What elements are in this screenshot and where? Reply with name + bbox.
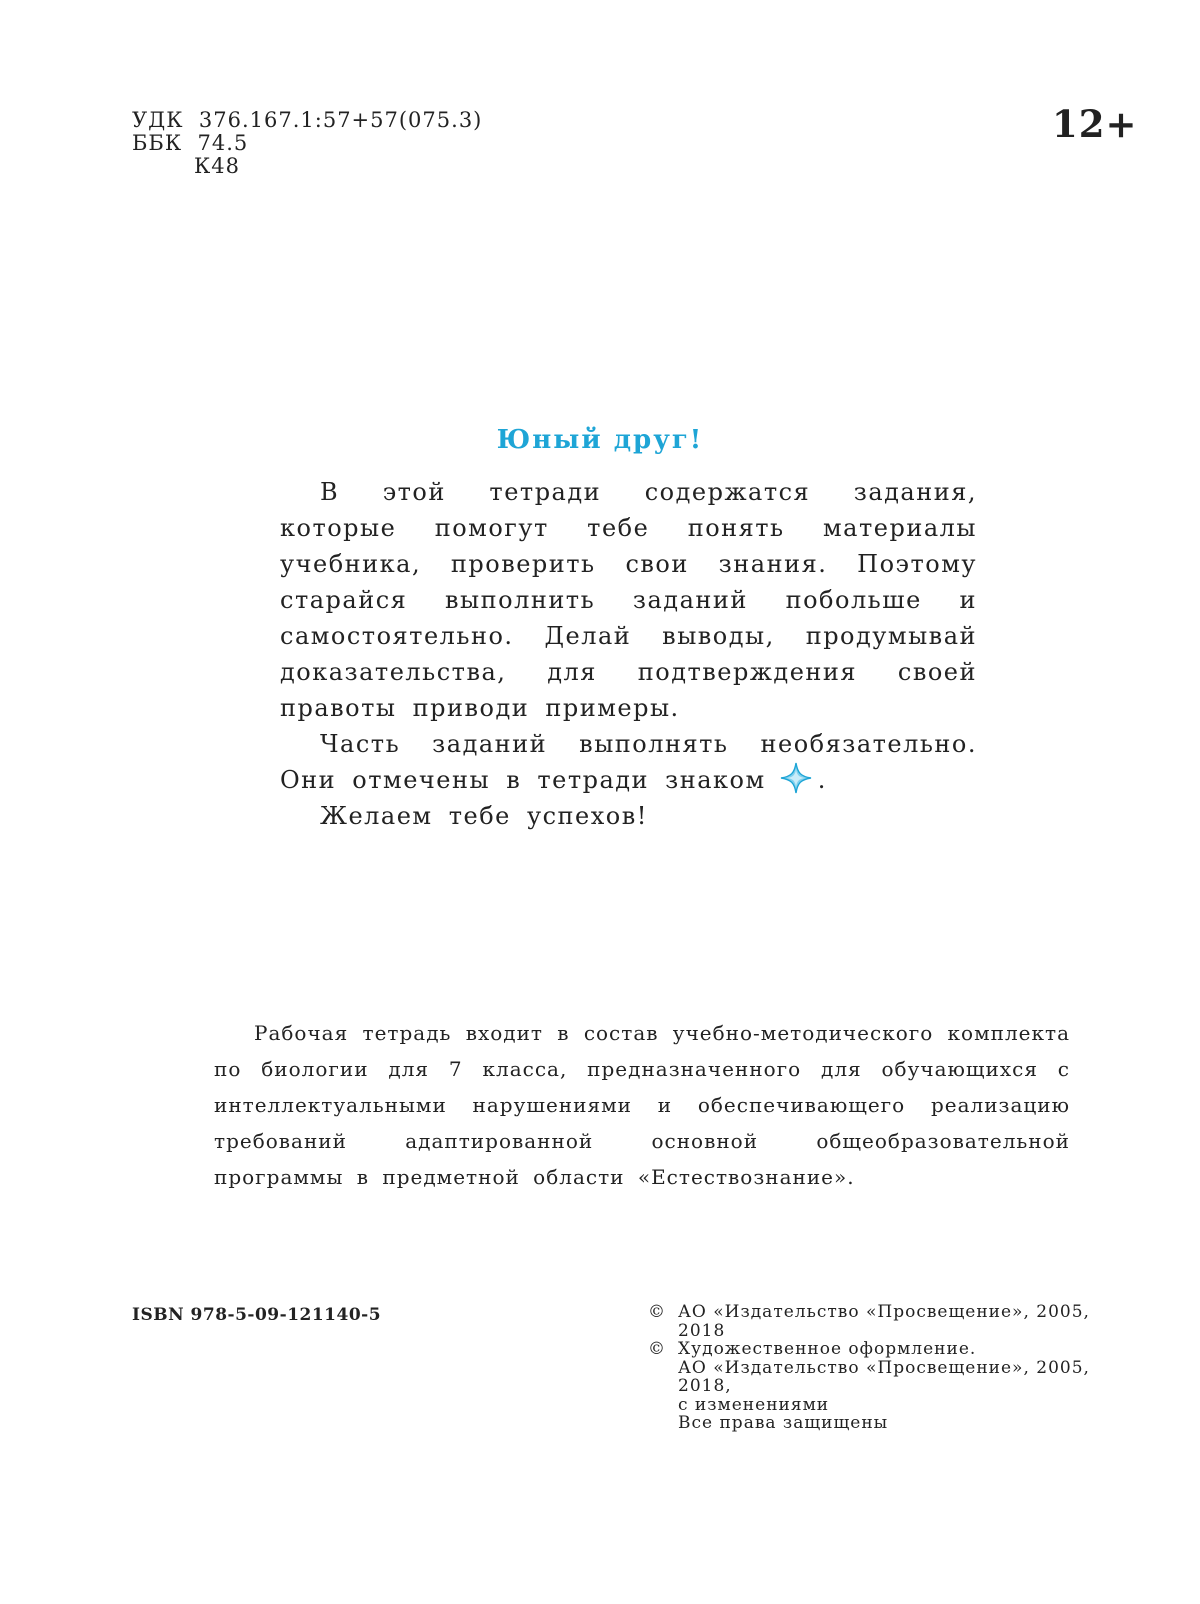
greeting-paragraph-2 (280, 726, 977, 798)
copyright-line-1: АО «Издательство «Просвещение», 2005, 2018 (678, 1302, 1090, 1341)
bbk-label: ББК (132, 131, 183, 155)
copyright-symbol: © (648, 1339, 666, 1359)
isbn: ISBN 978-5-09-121140-5 (132, 1305, 382, 1325)
author-mark: К48 (194, 154, 240, 178)
greeting-paragraph-2-text: Часть заданий выполнять необязательно. Они отмечены в тетради знаком (280, 730, 977, 794)
copyright-block (648, 1303, 1128, 1433)
udk-value: 376.167.1:57+57(075.3) (198, 108, 483, 132)
copyright-line-2: Художественное оформление. (678, 1339, 977, 1359)
greeting-paragraph-3: Желаем тебе успехов! (320, 802, 648, 830)
udk-line (132, 109, 482, 132)
description-block (214, 1015, 1070, 1195)
age-rating: 12+ (1052, 102, 1138, 146)
greeting-paragraph-2-end: . (817, 766, 827, 794)
copyright-line-5: Все права защищены (678, 1413, 889, 1433)
bbk-value: 74.5 (197, 131, 249, 155)
bbk-line (132, 132, 482, 155)
classification-block (132, 109, 482, 178)
description-text: Рабочая тетрадь входит в состав учебно-методического комплекта по биологии для 7 класса, предназначенного для обучающихся с интеллектуальными нарушениями и обеспечивающего реализацию требований адаптированной основной общеобразовательной программы в предметной области «Естествознание». (214, 1021, 1070, 1189)
copyright-symbol: © (648, 1302, 666, 1322)
greeting-paragraph-1: В этой тетради содержатся задания, которые помогут тебе понять материалы учебника, проверить свои знания. Поэтому старайся выполнить заданий побольше и самостоятельно. Делай выводы, продумывай доказательства, для подтверждения своей правоты приводи примеры. (280, 478, 977, 722)
four-point-star-icon (780, 762, 812, 794)
copyright-line-3: АО «Издательство «Просвещение», 2005, 2018, (678, 1357, 1090, 1396)
greeting-title: Юный друг! (496, 425, 704, 455)
greeting-text (280, 474, 977, 834)
copyright-line-4: с изменениями (678, 1394, 830, 1415)
copyright-row-2 (648, 1340, 1128, 1359)
udk-label: УДК (132, 108, 184, 132)
copyright-row-1 (648, 1303, 1128, 1340)
